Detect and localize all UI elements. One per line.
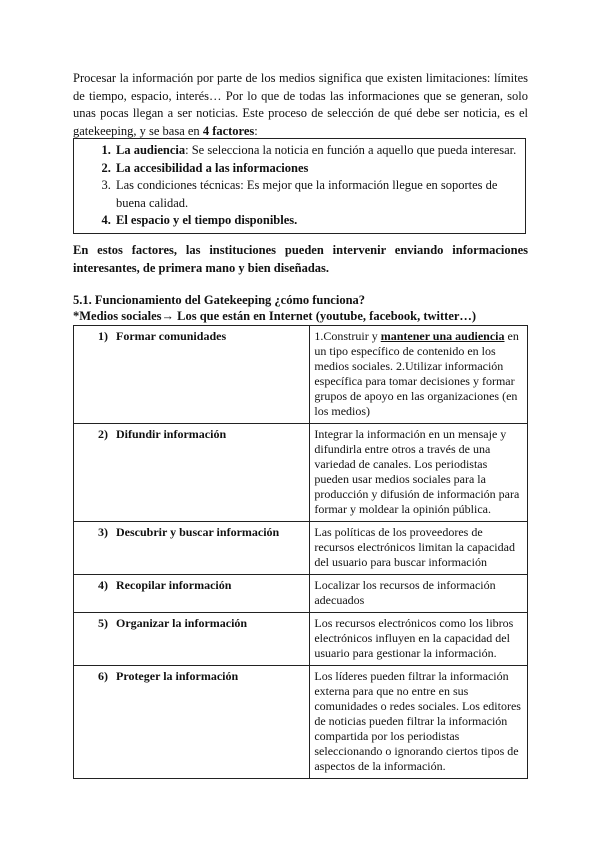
row-label: Proteger la información (116, 669, 239, 683)
row-label-cell (74, 666, 310, 779)
institutions-paragraph: En estos factores, las instituciones pueden intervenir enviando informaciones interesantes, de primera mano y bien diseñadas. (73, 243, 528, 275)
row-desc: Integrar la información en un mensaje y difundirla entre otros a través de una variedad de canales. Los periodistas pueden usar medios sociales para la producción y difusión de información para formar y moldear la opinión pública. (314, 427, 520, 516)
factor-title: La audiencia (116, 143, 186, 157)
factor-item (114, 177, 519, 212)
section-heading-block (73, 292, 533, 324)
table-row (74, 522, 528, 575)
table-row (74, 575, 528, 613)
factor-title: El espacio y el tiempo disponibles. (116, 213, 298, 227)
row-desc: Los recursos electrónicos como los libros electrónicos influyen en la capacidad del usuario para gestionar la información. (314, 616, 514, 660)
row-number: 5) (98, 616, 108, 630)
row-number: 3) (98, 525, 108, 539)
row-label: Difundir información (116, 427, 227, 441)
row-desc-emph: mantener una audiencia (380, 329, 505, 343)
factor-item (114, 160, 519, 178)
factor-item (114, 142, 519, 160)
row-label-cell (74, 575, 310, 613)
row-label-cell (74, 522, 310, 575)
row-desc: 1.Construir y (314, 329, 381, 343)
row-number: 6) (98, 669, 108, 683)
intro-paragraph (73, 70, 528, 140)
gatekeeping-table (73, 325, 528, 779)
row-desc-cell (310, 613, 528, 666)
table-row (74, 666, 528, 779)
row-label-cell (74, 613, 310, 666)
table-row (74, 424, 528, 522)
row-label: Descubrir y buscar información (116, 525, 280, 539)
row-number: 4) (98, 578, 108, 592)
row-desc-cell (310, 575, 528, 613)
factor-title: La accesibilidad a las informaciones (116, 160, 309, 175)
intro-colon: : (254, 123, 258, 138)
factor-text: Las condiciones técnicas: Es mejor que la información llegue en soportes de buena calidad. (116, 178, 498, 210)
row-desc-cell (310, 522, 528, 575)
section-subheading: *Medios sociales→ Los que están en Internet (youtube, facebook, twitter…) (73, 309, 477, 323)
factors-list (74, 142, 525, 230)
row-desc: Los líderes pueden filtrar la información externa para que no entre en sus comunidades o redes sociales. Los editores de noticias pueden filtrar la información compartida por los periodistas seleccionando o ignorando ciertos tipos de aspectos de la información. (314, 669, 521, 773)
row-number: 2) (98, 427, 108, 441)
row-label: Recopilar información (116, 578, 232, 592)
section-heading: 5.1. Funcionamiento del Gatekeeping ¿cómo funciona? (73, 293, 366, 307)
factors-box (73, 138, 526, 234)
row-number: 1) (98, 329, 108, 343)
row-desc: Localizar los recursos de información adecuados (314, 578, 496, 607)
factor-item (114, 212, 519, 230)
intro-text: Procesar la información por parte de los medios significa que existen limitaciones: límites de tiempo, espacio, interés… Por lo que de todas las informaciones que se generan, solo unas pocas llegan a ser noticias. Este proceso de selección de qué debe ser noticia, es el gatekeeping, y se basa en (73, 71, 528, 138)
row-label-cell (74, 326, 310, 424)
row-desc-cell (310, 424, 528, 522)
row-label-cell (74, 424, 310, 522)
intro-bold-factors: 4 factores (202, 123, 255, 138)
factor-text: : Se selecciona la noticia en función a aquello que pueda interesar. (185, 143, 517, 157)
table-row (74, 326, 528, 424)
table-row (74, 613, 528, 666)
row-desc-cell (310, 326, 528, 424)
row-desc: Las políticas de los proveedores de recursos electrónicos limitan la capacidad del usuario para buscar información (314, 525, 515, 569)
row-desc-cell (310, 666, 528, 779)
row-label: Formar comunidades (116, 329, 227, 343)
row-label: Organizar la información (116, 616, 248, 630)
row-desc-post: en un tipo específico de contenido en los medios sociales. 2.Utilizar información específica para tomar decisiones y formar grupos de apoyo en las organizaciones (en los medios) (314, 329, 519, 418)
